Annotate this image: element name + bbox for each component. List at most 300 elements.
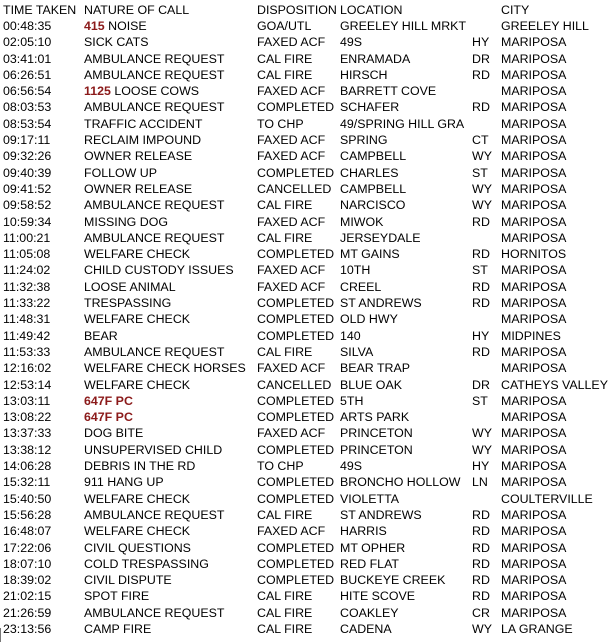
call-disposition: FAXED ACF bbox=[257, 133, 326, 148]
call-nature-text: BEAR bbox=[84, 328, 118, 343]
call-location: ENRAMADA bbox=[340, 51, 411, 66]
call-city: MARIPOSA bbox=[501, 361, 567, 376]
table-row bbox=[0, 51, 614, 67]
call-time: 09:40:39 bbox=[3, 165, 52, 180]
call-time: 15:32:11 bbox=[3, 475, 51, 490]
table-row bbox=[0, 425, 614, 441]
call-location: HITE SCOVE bbox=[340, 589, 416, 604]
call-location: CAMPBELL bbox=[340, 149, 407, 164]
call-city: MARIPOSA bbox=[501, 426, 567, 441]
call-city: MARIPOSA bbox=[501, 230, 567, 245]
call-disposition: FAXED ACF bbox=[257, 279, 326, 294]
call-nature bbox=[84, 458, 195, 474]
call-disposition: COMPLETED bbox=[257, 100, 335, 115]
table-row bbox=[0, 34, 614, 50]
call-disposition: CAL FIRE bbox=[257, 230, 313, 245]
table-row bbox=[0, 605, 614, 621]
call-city: MARIPOSA bbox=[501, 165, 567, 180]
call-location: CAMPBELL bbox=[340, 181, 407, 196]
call-city: COULTERVILLE bbox=[501, 491, 593, 506]
call-time: 09:32:26 bbox=[3, 149, 52, 164]
header-nature: NATURE OF CALL bbox=[84, 3, 190, 17]
call-location: BEAR TRAP bbox=[340, 361, 411, 376]
table-row bbox=[0, 214, 614, 230]
call-nature bbox=[84, 328, 118, 344]
call-city: MARIPOSA bbox=[501, 589, 567, 604]
call-nature-text: SPOT FIRE bbox=[84, 589, 150, 604]
call-street-type: RD bbox=[472, 540, 490, 555]
call-nature-text: AMBULANCE REQUEST bbox=[84, 100, 225, 115]
call-street-type: DR bbox=[472, 377, 490, 392]
call-nature-text: NOISE bbox=[108, 19, 147, 33]
call-time: 08:03:53 bbox=[3, 100, 52, 115]
call-location: JERSEYDALE bbox=[340, 230, 421, 245]
call-time: 17:22:06 bbox=[3, 540, 52, 555]
call-location: CREEL bbox=[340, 279, 382, 294]
call-city: HORNITOS bbox=[501, 247, 567, 262]
call-nature-text: CHILD CUSTODY ISSUES bbox=[84, 263, 234, 278]
call-location: GREELEY HILL MRKT bbox=[340, 19, 467, 33]
call-location: HIRSCH bbox=[340, 67, 388, 82]
table-row bbox=[0, 458, 614, 474]
call-time: 11:00:21 bbox=[3, 230, 51, 245]
call-nature bbox=[84, 360, 246, 376]
call-city: MARIPOSA bbox=[501, 296, 567, 311]
call-location: BLUE OAK bbox=[340, 377, 402, 392]
call-nature bbox=[84, 491, 190, 507]
call-nature bbox=[84, 279, 176, 295]
call-street-type: RD bbox=[472, 296, 490, 311]
call-nature bbox=[84, 572, 172, 588]
call-disposition: CAL FIRE bbox=[257, 51, 313, 66]
call-nature-text: WELFARE CHECK HORSES bbox=[84, 361, 246, 376]
call-street-type: RD bbox=[472, 524, 490, 539]
call-location: ST ANDREWS bbox=[340, 507, 422, 522]
call-time: 06:26:51 bbox=[3, 67, 52, 82]
call-disposition: CANCELLED bbox=[257, 377, 332, 392]
call-disposition: TO CHP bbox=[257, 459, 304, 474]
call-street-type: RD bbox=[472, 556, 490, 571]
table-row bbox=[0, 181, 614, 197]
table-row bbox=[0, 197, 614, 213]
call-nature-text: AMBULANCE REQUEST bbox=[84, 605, 225, 620]
call-nature bbox=[84, 214, 168, 230]
call-nature-text: WELFARE CHECK bbox=[84, 377, 191, 392]
call-disposition: COMPLETED bbox=[257, 410, 335, 425]
call-nature bbox=[84, 425, 143, 441]
call-location: BARRETT COVE bbox=[340, 84, 437, 99]
call-location: SCHAFER bbox=[340, 100, 400, 115]
call-street-type: HY bbox=[472, 459, 490, 474]
call-time: 13:37:33 bbox=[3, 426, 52, 441]
table-row bbox=[0, 279, 614, 295]
call-street-type: WY bbox=[472, 442, 492, 457]
call-disposition: FAXED ACF bbox=[257, 35, 326, 50]
call-street-type: WY bbox=[472, 621, 492, 636]
table-row bbox=[0, 588, 614, 604]
call-disposition: CANCELLED bbox=[257, 181, 332, 196]
call-nature bbox=[84, 523, 190, 539]
call-street-type: RD bbox=[472, 344, 490, 359]
call-nature-text: AMBULANCE REQUEST bbox=[84, 198, 225, 213]
call-nature-text: DEBRIS IN THE RD bbox=[84, 459, 196, 474]
call-city: MARIPOSA bbox=[501, 524, 567, 539]
call-nature bbox=[84, 344, 224, 360]
call-nature bbox=[84, 34, 149, 50]
header-disposition: DISPOSITION bbox=[257, 3, 337, 17]
call-nature bbox=[84, 132, 201, 148]
table-row bbox=[0, 377, 614, 393]
call-street-type: WY bbox=[472, 198, 492, 213]
call-nature bbox=[84, 83, 199, 99]
call-nature bbox=[84, 540, 191, 556]
table-row bbox=[0, 572, 614, 588]
call-nature bbox=[84, 67, 224, 83]
call-street-type: RD bbox=[472, 279, 490, 294]
call-city: LA GRANGE bbox=[501, 621, 573, 636]
call-nature-text: WELFARE CHECK bbox=[84, 524, 191, 539]
call-location: CADENA bbox=[340, 621, 392, 636]
call-city: CATHEYS VALLEY bbox=[501, 377, 608, 392]
table-row bbox=[0, 116, 614, 132]
call-time: 08:53:54 bbox=[3, 116, 52, 131]
call-location: 140 bbox=[340, 328, 361, 343]
call-code: 415 bbox=[84, 19, 105, 33]
table-row bbox=[0, 442, 614, 458]
call-city: MARIPOSA bbox=[501, 51, 567, 66]
call-disposition: FAXED ACF bbox=[257, 524, 326, 539]
call-time: 12:16:02 bbox=[3, 361, 52, 376]
call-disposition: COMPLETED bbox=[257, 491, 335, 506]
call-nature bbox=[84, 51, 224, 67]
call-nature-text: AMBULANCE REQUEST bbox=[84, 230, 225, 245]
call-time: 13:38:12 bbox=[3, 442, 52, 457]
call-time: 21:02:15 bbox=[3, 589, 52, 604]
call-nature bbox=[84, 99, 224, 115]
call-street-type: WY bbox=[472, 149, 492, 164]
call-street-type: ST bbox=[472, 165, 488, 180]
call-time: 10:59:34 bbox=[3, 214, 52, 229]
call-city: MARIPOSA bbox=[501, 181, 567, 196]
call-disposition: FAXED ACF bbox=[257, 361, 326, 376]
call-code: 1125 bbox=[84, 84, 111, 99]
table-row bbox=[0, 148, 614, 164]
call-location: 10TH bbox=[340, 263, 371, 278]
table-row bbox=[0, 18, 614, 34]
call-city: MIDPINES bbox=[501, 328, 561, 343]
call-street-type: ST bbox=[472, 263, 488, 278]
call-city: MARIPOSA bbox=[501, 198, 567, 213]
call-nature bbox=[84, 442, 222, 458]
call-city: MARIPOSA bbox=[501, 344, 567, 359]
call-location: PRINCETON bbox=[340, 442, 413, 457]
call-location: 49/SPRING HILL GRA bbox=[340, 116, 465, 131]
call-disposition: CAL FIRE bbox=[257, 198, 313, 213]
call-nature bbox=[84, 262, 234, 278]
call-time: 03:41:01 bbox=[3, 51, 52, 66]
call-city: MARIPOSA bbox=[501, 393, 567, 408]
call-nature-text: TRAFFIC ACCIDENT bbox=[84, 116, 203, 131]
call-nature bbox=[84, 588, 149, 604]
call-street-type: HY bbox=[472, 328, 490, 343]
call-nature-text: UNSUPERVISED CHILD bbox=[84, 442, 223, 457]
call-nature-text: LOOSE ANIMAL bbox=[84, 279, 176, 294]
call-nature bbox=[84, 181, 192, 197]
call-nature-text: AMBULANCE REQUEST bbox=[84, 507, 225, 522]
call-disposition: TO CHP bbox=[257, 116, 304, 131]
call-city: MARIPOSA bbox=[501, 556, 567, 571]
call-location: ST ANDREWS bbox=[340, 296, 422, 311]
call-nature-text: TRESPASSING bbox=[84, 296, 172, 311]
call-street-type: HY bbox=[472, 35, 490, 50]
call-nature bbox=[84, 148, 192, 164]
call-street-type: WY bbox=[472, 181, 492, 196]
call-city: MARIPOSA bbox=[501, 100, 567, 115]
call-time: 16:48:07 bbox=[3, 524, 52, 539]
table-row bbox=[0, 67, 614, 83]
call-disposition: COMPLETED bbox=[257, 328, 335, 343]
call-location: BUCKEYE CREEK bbox=[340, 573, 446, 588]
call-location: RED FLAT bbox=[340, 556, 399, 571]
call-nature-text: CAMP FIRE bbox=[84, 621, 152, 636]
call-street-type: RD bbox=[472, 589, 490, 604]
table-row bbox=[0, 246, 614, 262]
table-row bbox=[0, 99, 614, 115]
call-time: 12:53:14 bbox=[3, 377, 52, 392]
call-nature bbox=[84, 474, 164, 490]
call-disposition: CAL FIRE bbox=[257, 344, 313, 359]
call-time: 11:05:08 bbox=[3, 247, 51, 262]
call-disposition: COMPLETED bbox=[257, 475, 335, 490]
call-city: MARIPOSA bbox=[501, 279, 567, 294]
call-disposition: COMPLETED bbox=[257, 573, 335, 588]
call-city: MARIPOSA bbox=[501, 442, 567, 457]
table-row bbox=[0, 83, 614, 99]
call-time: 11:48:31 bbox=[3, 312, 51, 327]
table-row bbox=[0, 621, 614, 637]
call-nature bbox=[84, 246, 190, 262]
table-row bbox=[0, 295, 614, 311]
call-nature-text: AMBULANCE REQUEST bbox=[84, 67, 225, 82]
call-nature bbox=[84, 507, 224, 523]
table-row bbox=[0, 409, 614, 425]
call-time: 09:58:52 bbox=[3, 198, 52, 213]
call-nature bbox=[84, 393, 133, 409]
call-rows bbox=[0, 18, 614, 637]
table-row bbox=[0, 230, 614, 246]
call-city: MARIPOSA bbox=[501, 116, 567, 131]
call-location: HARRIS bbox=[340, 524, 387, 539]
call-nature-text: OWNER RELEASE bbox=[84, 181, 193, 196]
call-street-type: RD bbox=[472, 100, 490, 115]
call-nature bbox=[84, 377, 190, 393]
call-street-type: WY bbox=[472, 426, 492, 441]
table-row bbox=[0, 328, 614, 344]
call-street-type: ST bbox=[472, 393, 488, 408]
call-time: 11:32:38 bbox=[3, 279, 51, 294]
header-location: LOCATION bbox=[340, 3, 403, 17]
call-city: MARIPOSA bbox=[501, 605, 567, 620]
call-disposition: COMPLETED bbox=[257, 540, 335, 555]
call-disposition: CAL FIRE bbox=[257, 507, 313, 522]
table-row bbox=[0, 165, 614, 181]
table-row bbox=[0, 507, 614, 523]
call-nature bbox=[84, 556, 209, 572]
call-nature-text: 911 HANG UP bbox=[84, 475, 164, 490]
call-time: 09:41:52 bbox=[3, 181, 52, 196]
call-nature-text: MISSING DOG bbox=[84, 214, 168, 229]
call-disposition: GOA/UTL bbox=[257, 19, 312, 33]
call-street-type: CR bbox=[472, 605, 490, 620]
call-location: SPRING bbox=[340, 133, 388, 148]
call-city: GREELEY HILL bbox=[501, 19, 589, 33]
call-street-type: RD bbox=[472, 214, 490, 229]
call-time: 18:39:02 bbox=[3, 573, 52, 588]
call-city: MARIPOSA bbox=[501, 67, 567, 82]
call-nature bbox=[84, 295, 171, 311]
call-nature bbox=[84, 116, 202, 132]
call-disposition: COMPLETED bbox=[257, 165, 335, 180]
call-nature bbox=[84, 18, 147, 34]
call-location: PRINCETON bbox=[340, 426, 413, 441]
call-location: SILVA bbox=[340, 344, 374, 359]
header-row bbox=[0, 2, 614, 18]
call-nature-text: FOLLOW UP bbox=[84, 165, 157, 180]
call-street-type: CT bbox=[472, 133, 489, 148]
call-city: MARIPOSA bbox=[501, 540, 567, 555]
call-disposition: COMPLETED bbox=[257, 442, 335, 457]
call-disposition: CAL FIRE bbox=[257, 67, 313, 82]
call-nature-text: RECLAIM IMPOUND bbox=[84, 133, 202, 148]
call-code: 647F PC bbox=[84, 410, 133, 425]
call-city: MARIPOSA bbox=[501, 410, 567, 425]
call-location: VIOLETTA bbox=[340, 491, 399, 506]
call-city: MARIPOSA bbox=[501, 35, 567, 50]
call-street-type: RD bbox=[472, 573, 490, 588]
call-street-type: DR bbox=[472, 51, 490, 66]
call-location: 49S bbox=[340, 35, 363, 50]
call-nature-text: LOOSE COWS bbox=[114, 84, 200, 99]
call-street-type: RD bbox=[472, 67, 490, 82]
call-nature bbox=[84, 621, 151, 637]
call-time: 13:08:22 bbox=[3, 410, 52, 425]
table-row bbox=[0, 360, 614, 376]
call-location: BRONCHO HOLLOW bbox=[340, 475, 461, 490]
table-row bbox=[0, 491, 614, 507]
table-row bbox=[0, 474, 614, 490]
call-code: 647F PC bbox=[84, 393, 133, 408]
page-edge-mark bbox=[0, 628, 1, 642]
table-row bbox=[0, 311, 614, 327]
call-disposition: COMPLETED bbox=[257, 556, 335, 571]
call-time: 18:07:10 bbox=[3, 556, 52, 571]
call-time: 11:53:33 bbox=[3, 344, 51, 359]
call-city: MARIPOSA bbox=[501, 507, 567, 522]
call-city: MARIPOSA bbox=[501, 214, 567, 229]
table-row bbox=[0, 540, 614, 556]
call-time: 11:24:02 bbox=[3, 263, 51, 278]
call-time: 15:40:50 bbox=[3, 491, 52, 506]
call-nature-text: OWNER RELEASE bbox=[84, 149, 193, 164]
call-time: 15:56:28 bbox=[3, 507, 52, 522]
call-time: 11:33:22 bbox=[3, 296, 51, 311]
call-city: MARIPOSA bbox=[501, 149, 567, 164]
call-disposition: CAL FIRE bbox=[257, 605, 313, 620]
call-disposition: FAXED ACF bbox=[257, 84, 326, 99]
call-location: MT GAINS bbox=[340, 247, 400, 262]
call-disposition: FAXED ACF bbox=[257, 263, 326, 278]
table-row bbox=[0, 262, 614, 278]
call-disposition: FAXED ACF bbox=[257, 426, 326, 441]
call-street-type: RD bbox=[472, 507, 490, 522]
call-nature-text: CIVIL QUESTIONS bbox=[84, 540, 191, 555]
call-nature-text: COLD TRESPASSING bbox=[84, 556, 209, 571]
call-time: 11:49:42 bbox=[3, 328, 51, 343]
call-time: 13:03:11 bbox=[3, 393, 51, 408]
call-nature bbox=[84, 409, 133, 425]
call-city: MARIPOSA bbox=[501, 133, 567, 148]
call-time: 00:48:35 bbox=[3, 19, 52, 33]
call-nature-text: AMBULANCE REQUEST bbox=[84, 51, 225, 66]
call-disposition: CAL FIRE bbox=[257, 589, 313, 604]
table-row bbox=[0, 393, 614, 409]
call-disposition: CAL FIRE bbox=[257, 621, 313, 636]
call-city: MARIPOSA bbox=[501, 312, 567, 327]
table-row bbox=[0, 556, 614, 572]
table-row bbox=[0, 344, 614, 360]
call-location: NARCISCO bbox=[340, 198, 406, 213]
call-time: 02:05:10 bbox=[3, 35, 52, 50]
call-location: CHARLES bbox=[340, 165, 399, 180]
call-location: MT OPHER bbox=[340, 540, 406, 555]
table-row bbox=[0, 132, 614, 148]
call-time: 06:56:54 bbox=[3, 84, 52, 99]
call-time: 23:13:56 bbox=[3, 621, 52, 636]
call-disposition: COMPLETED bbox=[257, 312, 335, 327]
call-nature bbox=[84, 311, 190, 327]
call-location: MIWOK bbox=[340, 214, 384, 229]
call-nature-text: WELFARE CHECK bbox=[84, 491, 191, 506]
call-location: COAKLEY bbox=[340, 605, 399, 620]
call-time: 21:26:59 bbox=[3, 605, 52, 620]
call-disposition: COMPLETED bbox=[257, 393, 335, 408]
call-location: ARTS PARK bbox=[340, 410, 410, 425]
call-nature-text: WELFARE CHECK bbox=[84, 247, 191, 262]
call-disposition: FAXED ACF bbox=[257, 149, 326, 164]
call-city: MARIPOSA bbox=[501, 263, 567, 278]
table-row bbox=[0, 523, 614, 539]
call-nature-text: CIVIL DISPUTE bbox=[84, 573, 172, 588]
header-time: TIME TAKEN bbox=[3, 3, 77, 17]
call-street-type: RD bbox=[472, 247, 490, 262]
call-nature bbox=[84, 605, 224, 621]
call-time: 09:17:11 bbox=[3, 133, 51, 148]
call-nature-text: DOG BITE bbox=[84, 426, 144, 441]
call-city: MARIPOSA bbox=[501, 459, 567, 474]
call-nature-text: AMBULANCE REQUEST bbox=[84, 344, 225, 359]
call-city: MARIPOSA bbox=[501, 84, 567, 99]
call-nature bbox=[84, 165, 157, 181]
call-time: 14:06:28 bbox=[3, 459, 52, 474]
call-disposition: FAXED ACF bbox=[257, 214, 326, 229]
call-street-type: LN bbox=[472, 475, 488, 490]
call-location: 49S bbox=[340, 459, 363, 474]
call-disposition: COMPLETED bbox=[257, 296, 335, 311]
call-disposition: COMPLETED bbox=[257, 247, 335, 262]
call-nature-text: WELFARE CHECK bbox=[84, 312, 191, 327]
call-location: OLD HWY bbox=[340, 312, 398, 327]
call-nature bbox=[84, 197, 224, 213]
